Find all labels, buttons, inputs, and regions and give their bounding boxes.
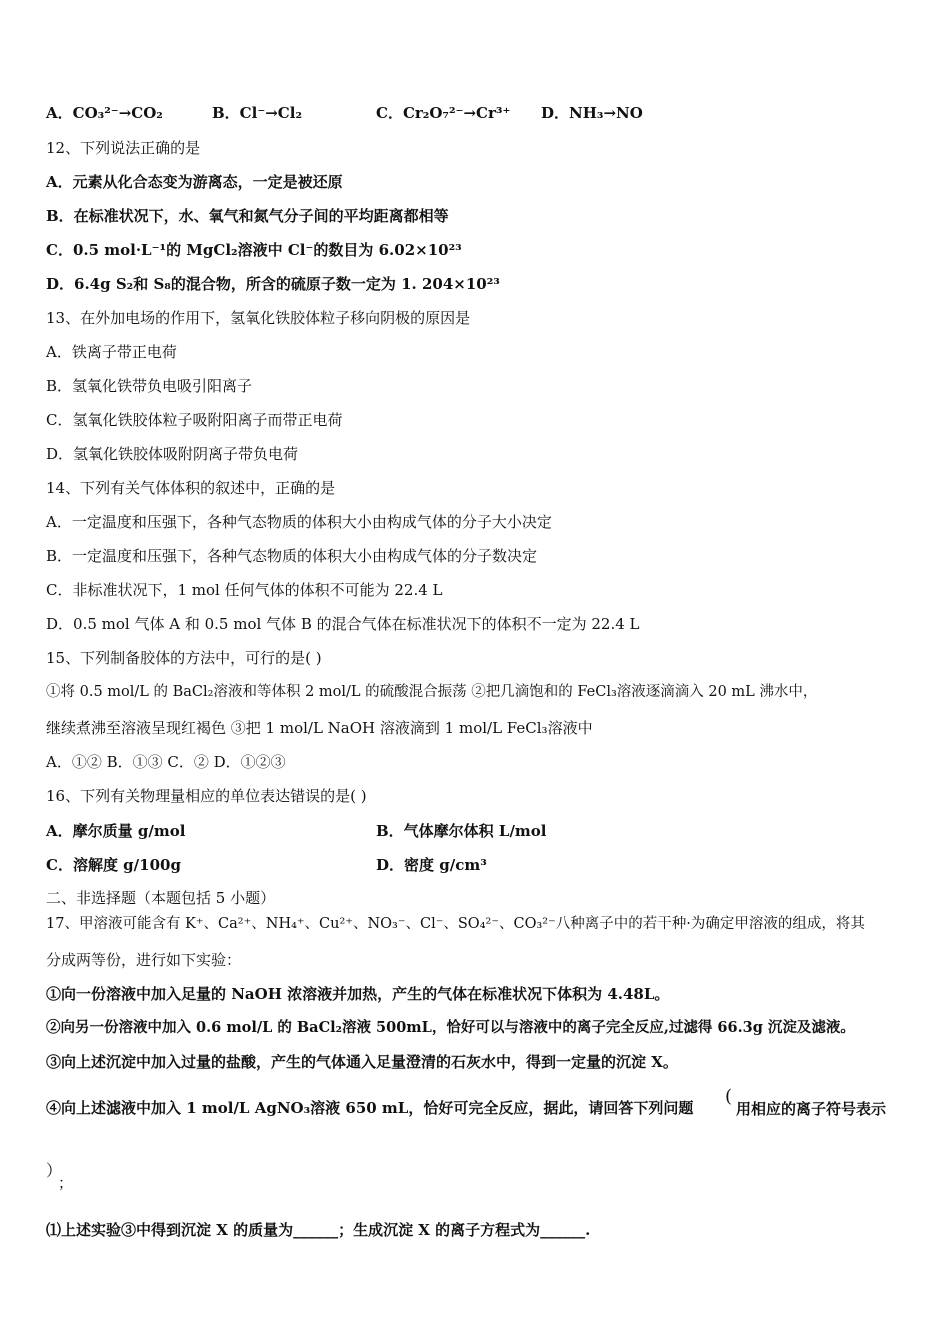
q17-subquestion-1: ⑴上述实验③中得到沉淀 X 的质量为______；生成沉淀 X 的离子方程式为______. <box>46 1221 591 1239</box>
q17-experiment-1: ①向一份溶液中加入足量的 NaOH 浓溶液并加热，产生的气体在标准状况下体积为 4.48L。 <box>46 985 670 1003</box>
q13-stem: 13、在外加电场的作用下，氢氧化铁胶体粒子移向阴极的原因是 <box>46 309 471 327</box>
q17-experiment-4: ④向上述滤液中加入 1 mol/L AgNO₃溶液 650 mL，恰好可完全反应，据此，请回答下列问题 <box>46 1099 694 1117</box>
q15-stem: 15、下列制备胶体的方法中，可行的是( ) <box>46 649 322 667</box>
q13-option-c: C．氢氧化铁胶体粒子吸附阳离子而带正电荷 <box>46 411 343 429</box>
q17-stem-line2: 分成两等份，进行如下实验： <box>46 951 242 969</box>
q11-option-a: A．CO₃²⁻→CO₂ <box>46 104 163 122</box>
q12-option-b: B．在标准状况下，水、氧气和氮气分子间的平均距离都相等 <box>46 207 449 225</box>
q13-option-a: A．铁离子带正电荷 <box>46 343 177 361</box>
q16-option-b: B．气体摩尔体积 L/mol <box>376 822 547 840</box>
q17-open-paren: ( <box>725 1086 733 1107</box>
q15-options: A．①② B．①③ C．② D．①②③ <box>46 753 286 771</box>
q13-option-d: D．氢氧化铁胶体吸附阴离子带负电荷 <box>46 445 299 463</box>
q12-option-d: D．6.4g S₂和 S₈的混合物，所含的硫原子数一定为 1. 204×10²³ <box>46 275 500 293</box>
section-heading: 二、非选择题（本题包括 5 小题） <box>46 889 276 907</box>
q15-statement-line1: ①将 0.5 mol/L 的 BaCl₂溶液和等体积 2 mol/L 的硫酸混合振荡 ②把几滴饱和的 FeCl₃溶液逐滴滴入 20 mL 沸水中， <box>46 684 818 700</box>
q17-experiment-2: ②向另一份溶液中加入 0.6 mol/L 的 BaCl₂溶液 500mL，恰好可以与溶液中的离子完全反应,过滤得 66.3g 沉淀及滤液。 <box>46 1019 855 1036</box>
q14-option-c: C．非标准状况下，1 mol 任何气体的体积不可能为 22.4 L <box>46 581 443 599</box>
q12-option-c: C．0.5 mol·L⁻¹的 MgCl₂溶液中 Cl⁻的数目为 6.02×10²³ <box>46 241 462 259</box>
q15-statement-line2: 继续煮沸至溶液呈现红褐色 ③把 1 mol/L NaOH 溶液滴到 1 mol/L FeCl₃溶液中 <box>46 719 593 737</box>
q11-option-b: B．Cl⁻→Cl₂ <box>212 104 303 122</box>
q13-option-b: B．氢氧化铁带负电吸引阳离子 <box>46 377 253 395</box>
q14-option-a: A．一定温度和压强下，各种气态物质的体积大小由构成气体的分子大小决定 <box>46 513 552 531</box>
q16-option-d: D．密度 g/cm³ <box>376 856 487 874</box>
q17-experiment-4-paren: 用相应的离子符号表示 <box>736 1100 887 1118</box>
q12-option-a: A．元素从化合态变为游离态，一定是被还原 <box>46 173 343 191</box>
q11-option-d: D．NH₃→NO <box>541 104 643 122</box>
q16-stem: 16、下列有关物理量相应的单位表达错误的是( ) <box>46 787 367 805</box>
q16-option-a: A．摩尔质量 g/mol <box>46 822 186 840</box>
q12-stem: 12、下列说法正确的是 <box>46 139 201 157</box>
q14-option-b: B．一定温度和压强下，各种气态物质的体积大小由构成气体的分子数决定 <box>46 547 538 565</box>
q17-experiment-3: ③向上述沉淀中加入过量的盐酸，产生的气体通入足量澄清的石灰水中，得到一定量的沉淀 X。 <box>46 1053 678 1071</box>
q14-stem: 14、下列有关气体体积的叙述中，正确的是 <box>46 479 336 497</box>
q14-option-d: D．0.5 mol 气体 A 和 0.5 mol 气体 B 的混合气体在标准状况下的体积不一定为 22.4 L <box>46 615 640 633</box>
q17-close-paren: ） <box>46 1161 63 1180</box>
q11-option-c: C．Cr₂O₇²⁻→Cr³⁺ <box>376 104 511 122</box>
q17-semicolon: ； <box>58 1174 74 1192</box>
q17-stem-line1: 17、甲溶液可能含有 K⁺、Ca²⁺、NH₄⁺、Cu²⁺、NO₃⁻、Cl⁻、SO₄²⁻、CO₃²⁻八种离子中的若干种·为确定甲溶液的组成，将其 <box>46 916 865 932</box>
q16-option-c: C．溶解度 g/100g <box>46 856 181 874</box>
